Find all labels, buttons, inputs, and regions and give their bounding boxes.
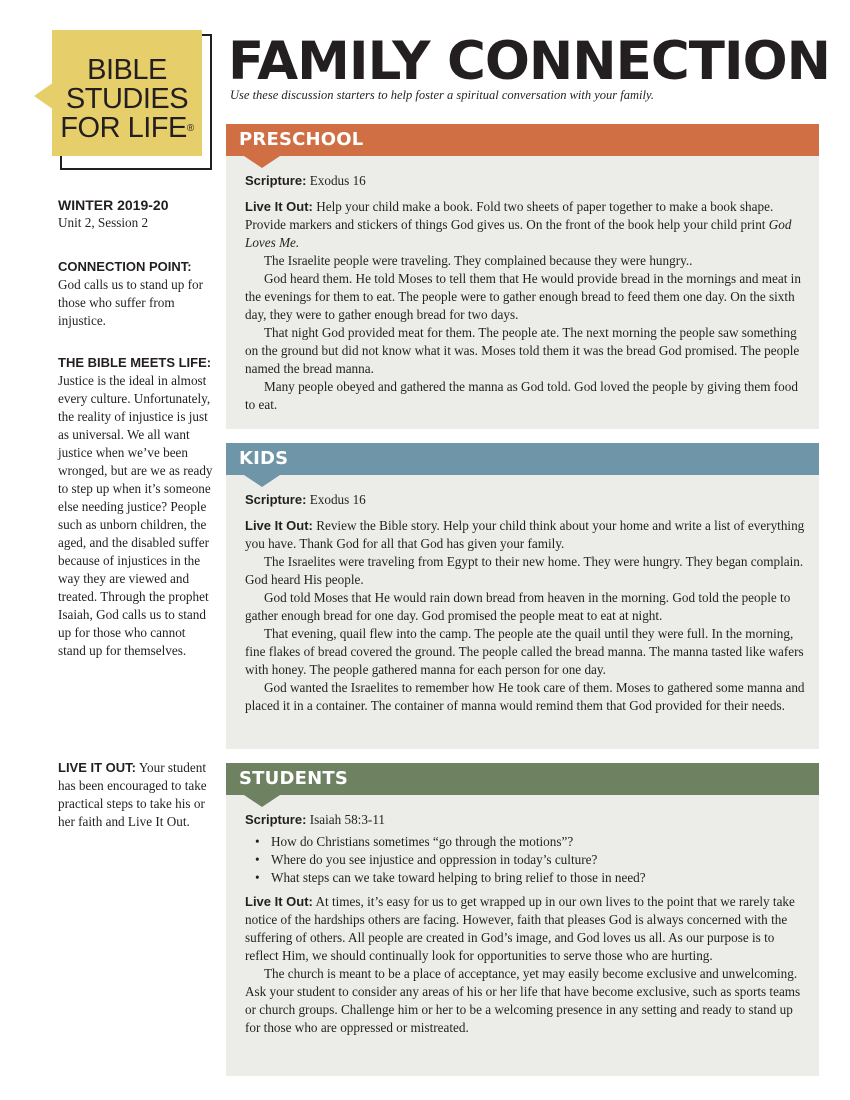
students-band-notch [244,795,280,807]
scripture-label: Scripture: [245,812,307,827]
students-live-it-out [245,893,805,965]
students-heading: STUDENTS [239,768,349,789]
students-header-band [226,763,819,795]
story-paragraph: The Israelites were traveling from Egypt to their new home. They were hungry. They began complain. God heard His people. [245,554,804,587]
live-it-out-text: At times, it’s easy for us to get wrapped up in our own lives to the point that we rarely take notice of the hardships others are facing. However, faith that pleases God is always concerned with the suffering of others. All people are created in God’s image, and God loves us all. As our purpose is to reflect Him, we should continually look for opportunities to serve those who are hurting. [245,894,795,963]
bible-meets-life-text: Justice is the ideal in almost every culture. Unfortunately, the reality of injustice is just as universal. We all want justice when we’ve been wronged, but are we as ready to step up when it’s someone else needing justice? People such as unborn children, the aged, and the disabled suffer because of injustices in the way they are viewed and treated. Through the prophet Isaiah, God calls us to stand up for those who cannot stand up for themselves. [58,373,213,658]
scripture-label: Scripture: [245,173,307,188]
unit-session: Unit 2, Session 2 [58,215,149,230]
live-it-out-text: Help your child make a book. Fold two sheets of paper together to make a book shape. Provide markers and stickers of things God gives us. On the front of the book help your child print [245,199,774,232]
season-label: WINTER 2019-20 [58,197,169,213]
story-paragraph: God heard them. He told Moses to tell them that He would provide bread in the mornings and meat in the evenings for them to eat. The people were to gather enough bread to feed them one day. On the sixth day, they were to gather enough bread for two days. [245,271,801,322]
kids-content [226,475,819,721]
connection-point [58,258,213,330]
scripture-reference: Isaiah 58:3-11 [309,812,386,827]
logo-line-3: FOR LIFE [60,112,187,144]
story-paragraph: God told Moses that He would rain down bread from heaven in the morning. God told the people to gather enough bread for one day. God promised the people meat to eat at night. [245,590,791,623]
question-item: • Where do you see injustice and oppression in today’s culture? [269,851,805,869]
story-paragraph: God wanted the Israelites to remember how He took care of them. Moses to gathered some manna and placed it in a container. The container of manna would remind them that God provided for their needs. [245,680,805,713]
discussion-questions [245,833,805,887]
page-title: FAMILY CONNECTION [228,31,830,92]
story-paragraph: Many people obeyed and gathered the manna as God told. God loved the people by giving them food to eat. [245,379,798,412]
story-paragraph: The church is meant to be a place of acceptance, yet may easily become exclusive and unwelcoming. Ask your student to consider any areas of his or her life that have become exclusive, such as sports teams or church groups. Challenge him or her to be a welcoming presence in any setting and ready to stand up for those who are oppressed or mistreated. [245,966,801,1035]
live-it-out-label: Live It Out: [245,894,313,909]
preschool-band-notch [244,156,280,168]
preschool-section [226,124,819,429]
question-item: • How do Christians sometimes “go through the motions”? [269,833,805,851]
connection-point-text: God calls us to stand up for those who suffer from injustice. [58,277,204,328]
logo-line-1: BIBLE [87,54,167,86]
kids-header-band [226,443,819,475]
bible-studies-for-life-logo [30,30,210,170]
kids-live-it-out [245,517,805,553]
live-it-out-text: Review the Bible story. Help your child think about your home and write a list of everything you have. Thank God for all that God has given your family. [245,518,805,551]
scripture-label: Scripture: [245,492,307,507]
kids-section [226,443,819,749]
bible-meets-life-label: THE BIBLE MEETS LIFE: [58,355,212,370]
live-it-out-italic: God Loves Me. [245,217,792,250]
story-paragraph: The Israelite people were traveling. They complained because they were hungry.. [264,253,693,268]
story-paragraph: That evening, quail flew into the camp. The people ate the quail until they were full. In the morning, fine flakes of bread covered the ground. The people called the bread manna. The manna tasted like wafers with honey. The people gathered manna for each person for one day. [245,626,804,677]
session-info [58,196,213,232]
sidebar-live-it-out-label: LIVE IT OUT: [58,760,136,775]
preschool-scripture [245,172,805,190]
story-paragraph: That night God provided meat for them. The people ate. The next morning the people saw something on the ground but did not know what it was. Moses told them it was the bread God promised. The people named the bread manna. [245,325,800,376]
preschool-header-band [226,124,819,156]
preschool-content [226,156,819,420]
scripture-reference: Exodus 16 [309,492,366,507]
registered-mark: ® [186,123,194,134]
students-content [226,795,819,1043]
sidebar-live-it-out-text: Your student has been encouraged to take practical steps to take his or her faith and Live It Out. [58,760,207,829]
kids-band-notch [244,475,280,487]
connection-point-label: CONNECTION POINT: [58,259,192,274]
kids-heading: KIDS [239,448,289,469]
live-it-out-label: Live It Out: [245,518,313,533]
question-item: • What steps can we take toward helping to bring relief to those in need? [269,869,805,887]
students-scripture [245,811,805,829]
scripture-reference: Exodus 16 [309,173,366,188]
live-it-out-label: Live It Out: [245,199,313,214]
logo-speech-tab [34,82,54,110]
page-subtitle: Use these discussion starters to help foster a spiritual conversation with your family. [230,88,654,102]
students-section [226,763,819,1076]
preschool-heading: PRESCHOOL [239,129,364,150]
logo-wordmark [52,56,202,143]
bible-meets-life [58,354,213,660]
preschool-live-it-out [245,198,805,252]
sidebar-live-it-out [58,759,213,831]
logo-line-2: STUDIES [65,83,189,115]
kids-scripture [245,491,805,509]
